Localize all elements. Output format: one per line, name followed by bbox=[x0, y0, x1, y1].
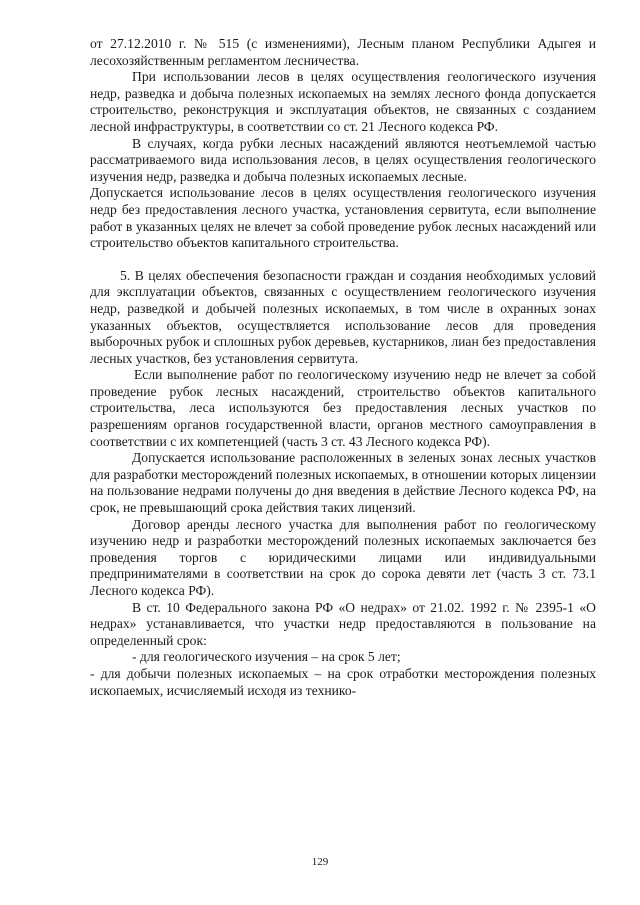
paragraph: Допускается использование расположенных в зеленых зонах лесных участков для разработки месторождений полезных ископаемых, в отношении которых лицензии на пользование недрами получены до дня введения в действие Лесного кодекса РФ, на срок, не превышающий срока действия таких лицензий. bbox=[90, 450, 596, 516]
paragraph: Договор аренды лесного участка для выполнения работ по геологическому изучению недр и разработки месторождений полезных ископаемых заключается без проведения торгов с юридическими лицами или индивидуальными предпринимателями в соответствии на срок до сорока девяти лет (часть 3 ст. 73.1 Лесного кодекса РФ). bbox=[90, 516, 596, 598]
paragraph: В ст. 10 Федерального закона РФ «О недрах» от 21.02. 1992 г. № 2395-1 «О недрах» устанавливается, что участки недр предоставляются в пользование на определенный срок: bbox=[90, 599, 596, 648]
list-item: - для геологического изучения – на срок 5 лет; bbox=[132, 649, 401, 665]
page-number: 129 bbox=[311, 856, 329, 868]
document-body bbox=[90, 36, 596, 699]
paragraph: При использовании лесов в целях осуществления геологического изучения недр, разведка и добыча полезных ископаемых на землях лесного фонда допускается строительство, реконструкция и эксплуатация объектов, не связанных с созданием лесной инфраструктуры, в соответствии со ст. 21 Лесного кодекса РФ. bbox=[90, 69, 596, 134]
paragraph: Допускается использование лесов в целях осуществления геологического изучения недр без предоставления лесного участка, установления сервитута, если выполнение работ в указанных целях не влечет за собой проведение рубок лесных насаждений или строительство объектов капитального строительства. bbox=[90, 185, 596, 251]
paragraph: В случаях, когда рубки лесных насаждений являются неотъемлемой частью рассматриваемого вида использования лесов, в целях осуществления геологического изучения недр, разведка и добыча полезных ископаемых лесные. bbox=[90, 135, 596, 184]
list-item: - для добычи полезных ископаемых – на срок отработки месторождения полезных ископаемых, исчисляемый исходя из технико- bbox=[90, 665, 596, 698]
paragraph: 5. В целях обеспечения безопасности граждан и создания необходимых условий для эксплуатации объектов, связанных с осуществлением геологического изучения недр, разведкой и добычей полезных ископаемых, в том числе в охранных зонах указанных объектов, осуществляется использование лесов для проведения выборочных рубок и сплошных рубок деревьев, кустарников, лиан без предоставления лесных участков, без установления сервитута. bbox=[90, 267, 596, 366]
paragraph: от 27.12.2010 г. № 515 (с изменениями), Лесным планом Республики Адыгея и лесохозяйственным регламентом лесничества. bbox=[90, 36, 596, 68]
paragraph: Если выполнение работ по геологическому изучению недр не влечет за собой проведение рубок лесных насаждений, строительство объектов капитального строительства, леса используются без предоставления лесных участков по разрешениям органов государственной власти, органов местного самоуправления в соответствии с их компетенцией (часть 3 ст. 43 Лесного кодекса РФ). bbox=[90, 367, 596, 449]
